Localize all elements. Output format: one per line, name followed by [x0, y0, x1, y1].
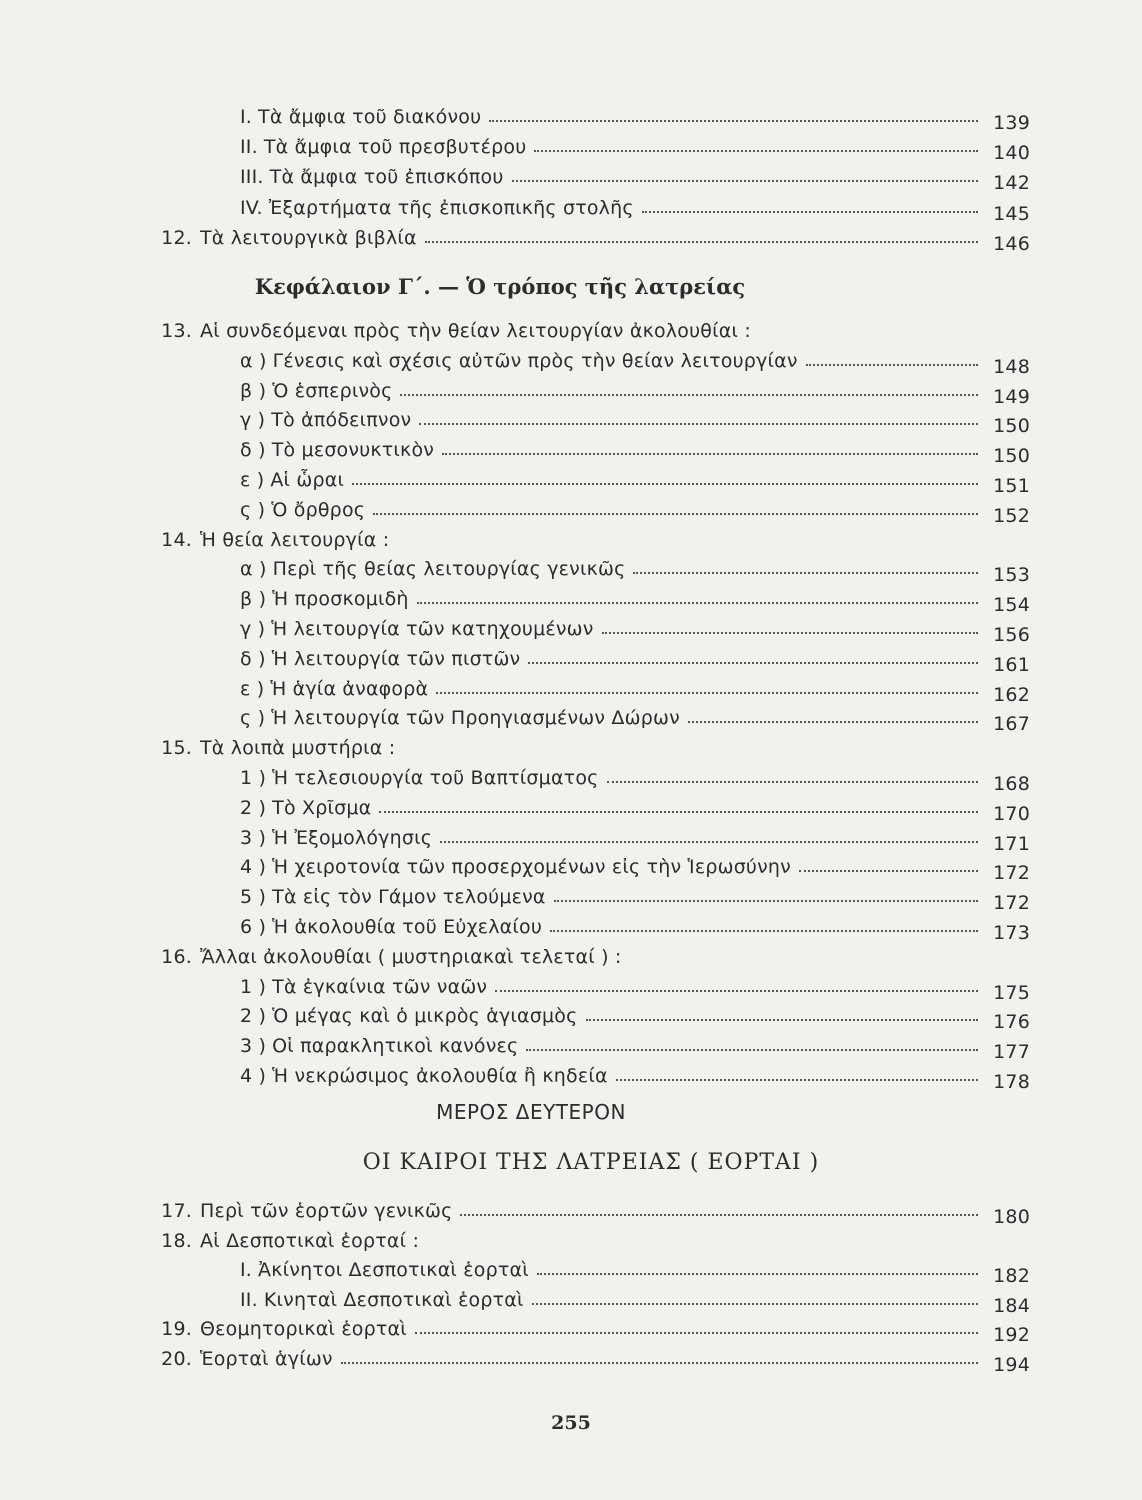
entry-title: Τὰ ἄμφια τοῦ διακόνου [258, 106, 482, 128]
entry-title: Περὶ τῆς θείας λειτουργίας γενικῶς [272, 558, 626, 581]
entry-subnumber: δ ) [240, 439, 266, 462]
dot-leader [440, 841, 978, 843]
entry-number: 18. [161, 1229, 192, 1252]
toc-entry [160, 580, 1030, 617]
entry-subnumber: 2 ) [240, 1005, 267, 1028]
entry-page-number: 154 [993, 594, 1030, 617]
entry-subnumber: γ ) [240, 618, 266, 640]
dot-leader [806, 364, 978, 366]
dot-leader [436, 692, 978, 694]
dot-leader [642, 211, 978, 213]
toc-entry [160, 968, 1030, 1004]
entry-subnumber: 5 ) [240, 886, 267, 909]
dot-leader [633, 572, 978, 574]
dot-leader [352, 483, 978, 485]
entry-number: 20. [161, 1348, 192, 1370]
entry-subnumber: 1 ) [240, 767, 267, 789]
toc-entry [160, 1027, 1030, 1064]
toc-entry [160, 997, 1030, 1034]
entry-page-number: 161 [993, 653, 1030, 676]
entry-page-number: 167 [993, 713, 1030, 736]
entry-title: Αἱ Δεσποτικαὶ ἑορταί : [200, 1229, 420, 1252]
dot-leader [616, 1079, 978, 1081]
entry-number: 16. [161, 945, 192, 968]
dot-leader [341, 1362, 978, 1364]
toc-entry [160, 1310, 1030, 1347]
entry-subnumber: ς ) [240, 498, 266, 521]
entry-title: Ἡ ἁγία ἀναφορὰ [270, 677, 429, 700]
entry-title: Τὰ λειτουργικὰ βιβλία [200, 226, 417, 249]
entry-page-number: 152 [993, 504, 1030, 527]
entry-number: 13. [161, 320, 192, 342]
toc-entry [160, 312, 1030, 342]
entry-page-number: 170 [993, 802, 1030, 825]
toc-entry [160, 878, 1030, 915]
entry-title: Ὁ ὄρθρος [271, 498, 366, 521]
dot-leader [417, 602, 978, 604]
entry-title: Αἱ συνδεόμεναι πρὸς τὴν θείαν λειτουργίαν ἀκολουθίαι : [200, 320, 751, 342]
toc-entry [160, 908, 1030, 944]
dot-leader [537, 1273, 978, 1275]
entry-page-number: 172 [993, 892, 1030, 915]
entry-subnumber: III. [240, 166, 264, 189]
toc-entry [160, 521, 1030, 551]
dot-leader [534, 150, 978, 152]
toc-entry [160, 1281, 1030, 1317]
toc-entry [160, 372, 1030, 408]
toc-entry [160, 938, 1030, 968]
toc-entry [160, 670, 1030, 706]
entry-number: 14. [161, 528, 192, 551]
entry-title: Ἡ Ἐξομολόγησις [272, 826, 433, 849]
entry-title: Ἀκίνητοι Δεσποτικαὶ ἑορταὶ [258, 1259, 529, 1282]
entry-page-number: 182 [993, 1265, 1030, 1288]
entry-page-number: 176 [993, 1011, 1030, 1034]
dot-leader [489, 120, 978, 122]
entry-page-number: 142 [993, 172, 1030, 195]
dot-leader [602, 632, 978, 634]
dot-leader [379, 811, 978, 813]
entry-title: Ἡ νεκρώσιμος ἀκολουθία ἢ κηδεία [272, 1065, 608, 1087]
toc-entry [160, 98, 1030, 134]
entry-subnumber: α ) [240, 349, 267, 372]
entry-title: Ἡ χειροτονία τῶν προσερχομένων εἰς τὴν Ἱερωσύνην [272, 856, 791, 879]
part-heading: ΜΕΡΟΣ ΔΕΥΤΕΡΟΝ [436, 1100, 626, 1124]
entry-page-number: 145 [993, 202, 1030, 225]
toc-entry [160, 759, 1030, 795]
dot-leader [607, 781, 979, 783]
entry-title: Ἡ τελεσιουργία τοῦ Βαπτίσματος [272, 767, 599, 789]
entry-page-number: 153 [993, 564, 1030, 587]
entry-number: 15. [161, 737, 192, 760]
entry-title: Ἡ θεία λειτουργία : [200, 528, 390, 551]
entry-title: Κινηταὶ Δεσποτικαὶ ἑορταὶ [263, 1288, 524, 1311]
dot-leader [532, 1303, 978, 1305]
entry-page-number: 146 [993, 232, 1030, 255]
entry-page-number: 172 [993, 862, 1030, 885]
entry-page-number: 184 [993, 1294, 1030, 1317]
toc-entry [160, 431, 1030, 468]
entry-page-number: 149 [993, 385, 1030, 408]
entry-subnumber: δ ) [240, 647, 266, 670]
dot-leader [415, 1332, 978, 1334]
dot-leader [495, 990, 978, 992]
toc-entry [160, 401, 1030, 438]
toc-entry [160, 491, 1030, 527]
entry-page-number: 150 [993, 445, 1030, 468]
entry-title: Τὰ ἄμφια τοῦ πρεσβυτέρου [263, 136, 527, 159]
entry-title: Τὸ μεσονυκτικὸν [271, 439, 435, 462]
toc-entry [160, 1340, 1030, 1376]
entry-subnumber: I. [240, 106, 253, 128]
entry-number: 17. [161, 1200, 192, 1222]
entry-title: Θεομητορικαὶ ἑορταὶ [200, 1318, 407, 1341]
dot-leader [586, 1019, 979, 1021]
toc-entry [160, 699, 1030, 736]
entry-subnumber: 6 ) [240, 916, 267, 938]
entry-title: Ὁ ἑσπερινὸς [272, 379, 393, 402]
entry-page-number: 148 [993, 355, 1030, 378]
entry-title: Περὶ τῶν ἑορτῶν γενικῶς [200, 1200, 453, 1222]
toc-entry [160, 610, 1030, 646]
entry-title: Ἡ ἀκολουθία τοῦ Εὐχελαίου [272, 916, 543, 938]
dot-leader [512, 180, 978, 182]
part-subheading: ΟΙ ΚΑΙΡΟΙ ΤΗΣ ΛΑΤΡΕΙΑΣ ( ΕΟΡΤΑΙ ) [362, 1150, 820, 1175]
toc-entry [160, 1192, 1030, 1228]
entry-subnumber: ς ) [240, 707, 266, 730]
entry-subnumber: II. [240, 1288, 258, 1311]
entry-page-number: 139 [993, 112, 1030, 134]
entry-subnumber: 3 ) [240, 826, 267, 849]
dot-leader [688, 721, 978, 723]
toc-entry [160, 729, 1030, 759]
entry-title: Ἐξαρτήματα τῆς ἐπισκοπικῆς στολῆς [268, 196, 634, 219]
entry-title: Οἱ παρακλητικοὶ κανόνες [272, 1035, 519, 1058]
dot-leader [373, 513, 978, 515]
entry-subnumber: II. [240, 136, 258, 159]
entry-number: 12. [161, 226, 192, 249]
entry-page-number: 150 [993, 415, 1030, 438]
entry-page-number: 175 [993, 981, 1030, 1004]
entry-title: Τὸ ἀπόδειπνον [271, 409, 412, 432]
toc-entry [160, 1222, 1030, 1252]
entry-page-number: 156 [993, 624, 1030, 646]
entry-subnumber: 3 ) [240, 1035, 267, 1058]
toc-entry [160, 550, 1030, 587]
entry-page-number: 168 [993, 773, 1030, 795]
entry-title: Τὰ εἰς τὸν Γάμον τελούμενα [272, 886, 546, 909]
entry-title: Ἡ λειτουργία τῶν Προηγιασμένων Δώρων [271, 707, 680, 730]
entry-subnumber: I. [240, 1259, 253, 1282]
toc-entry [160, 1251, 1030, 1288]
chapter-heading: Κεφάλαιον Γ΄. — Ὁ τρόπος τῆς λατρείας [254, 274, 746, 299]
dot-leader [528, 662, 978, 664]
toc-entry [160, 640, 1030, 676]
toc-entry [160, 848, 1030, 885]
entry-page-number: 177 [993, 1041, 1030, 1064]
dot-leader [550, 930, 978, 932]
entry-title: Ἄλλαι ἀκολουθίαι ( μυστηριακαὶ τελεταί ) : [200, 945, 622, 968]
toc-entry [160, 461, 1030, 497]
entry-title: Τὰ ἐγκαίνια τῶν ναῶν [272, 975, 488, 998]
entry-subnumber: 4 ) [240, 1065, 267, 1087]
entry-page-number: 151 [993, 475, 1030, 497]
toc-entry [160, 128, 1030, 165]
entry-page-number: 178 [993, 1071, 1030, 1093]
entry-title: Ἡ λειτουργία τῶν πιστῶν [271, 647, 521, 670]
toc-entry [160, 1057, 1030, 1093]
entry-subnumber: β ) [240, 588, 267, 611]
dot-leader [442, 453, 978, 455]
entry-subnumber: 2 ) [240, 796, 267, 819]
entry-subnumber: IV. [240, 196, 263, 219]
toc-entry [160, 789, 1030, 825]
dot-leader [460, 1214, 978, 1216]
entry-title: Τὰ λοιπὰ μυστήρια : [200, 737, 396, 760]
entry-subnumber: α ) [240, 558, 267, 581]
entry-subnumber: ε ) [240, 677, 265, 700]
dot-leader [400, 394, 978, 396]
toc-entry [160, 342, 1030, 378]
dot-leader [799, 870, 978, 872]
toc-entry [160, 158, 1030, 195]
entry-title: Ὁ μέγας καὶ ὁ μικρὸς ἁγιασμὸς [272, 1005, 578, 1028]
entry-number: 19. [161, 1318, 192, 1341]
entry-subnumber: β ) [240, 379, 267, 402]
entry-title: Τὸ Χρῖσμα [272, 796, 372, 819]
entry-page-number: 140 [993, 142, 1030, 165]
entry-page-number: 171 [993, 832, 1030, 855]
entry-title: Ἡ λειτουργία τῶν κατηχουμένων [271, 618, 594, 640]
entry-title: Αἱ ὧραι [270, 469, 345, 491]
entry-subnumber: 4 ) [240, 856, 267, 879]
entry-title: Τὰ ἄμφια τοῦ ἐπισκόπου [269, 166, 504, 189]
entry-page-number: 162 [993, 683, 1030, 706]
dot-leader [554, 900, 978, 902]
entry-page-number: 173 [993, 922, 1030, 944]
entry-page-number: 180 [993, 1206, 1030, 1228]
entry-subnumber: γ ) [240, 409, 266, 432]
entry-title: Ἑορταὶ ἁγίων [200, 1348, 333, 1370]
entry-subnumber: ε ) [240, 469, 265, 491]
entry-subnumber: 1 ) [240, 975, 267, 998]
entry-title: Γένεσις καὶ σχέσις αὐτῶν πρὸς τὴν θείαν λειτουργίαν [272, 349, 798, 372]
page-number: 255 [551, 1412, 591, 1434]
toc-entry [160, 219, 1030, 255]
dot-leader [419, 423, 978, 425]
entry-page-number: 192 [993, 1324, 1030, 1347]
toc-entry [160, 819, 1030, 855]
toc-entry [160, 189, 1030, 225]
entry-page-number: 194 [993, 1354, 1030, 1376]
entry-title: Ἡ προσκομιδὴ [272, 588, 409, 611]
dot-leader [425, 241, 978, 243]
dot-leader [526, 1049, 978, 1051]
